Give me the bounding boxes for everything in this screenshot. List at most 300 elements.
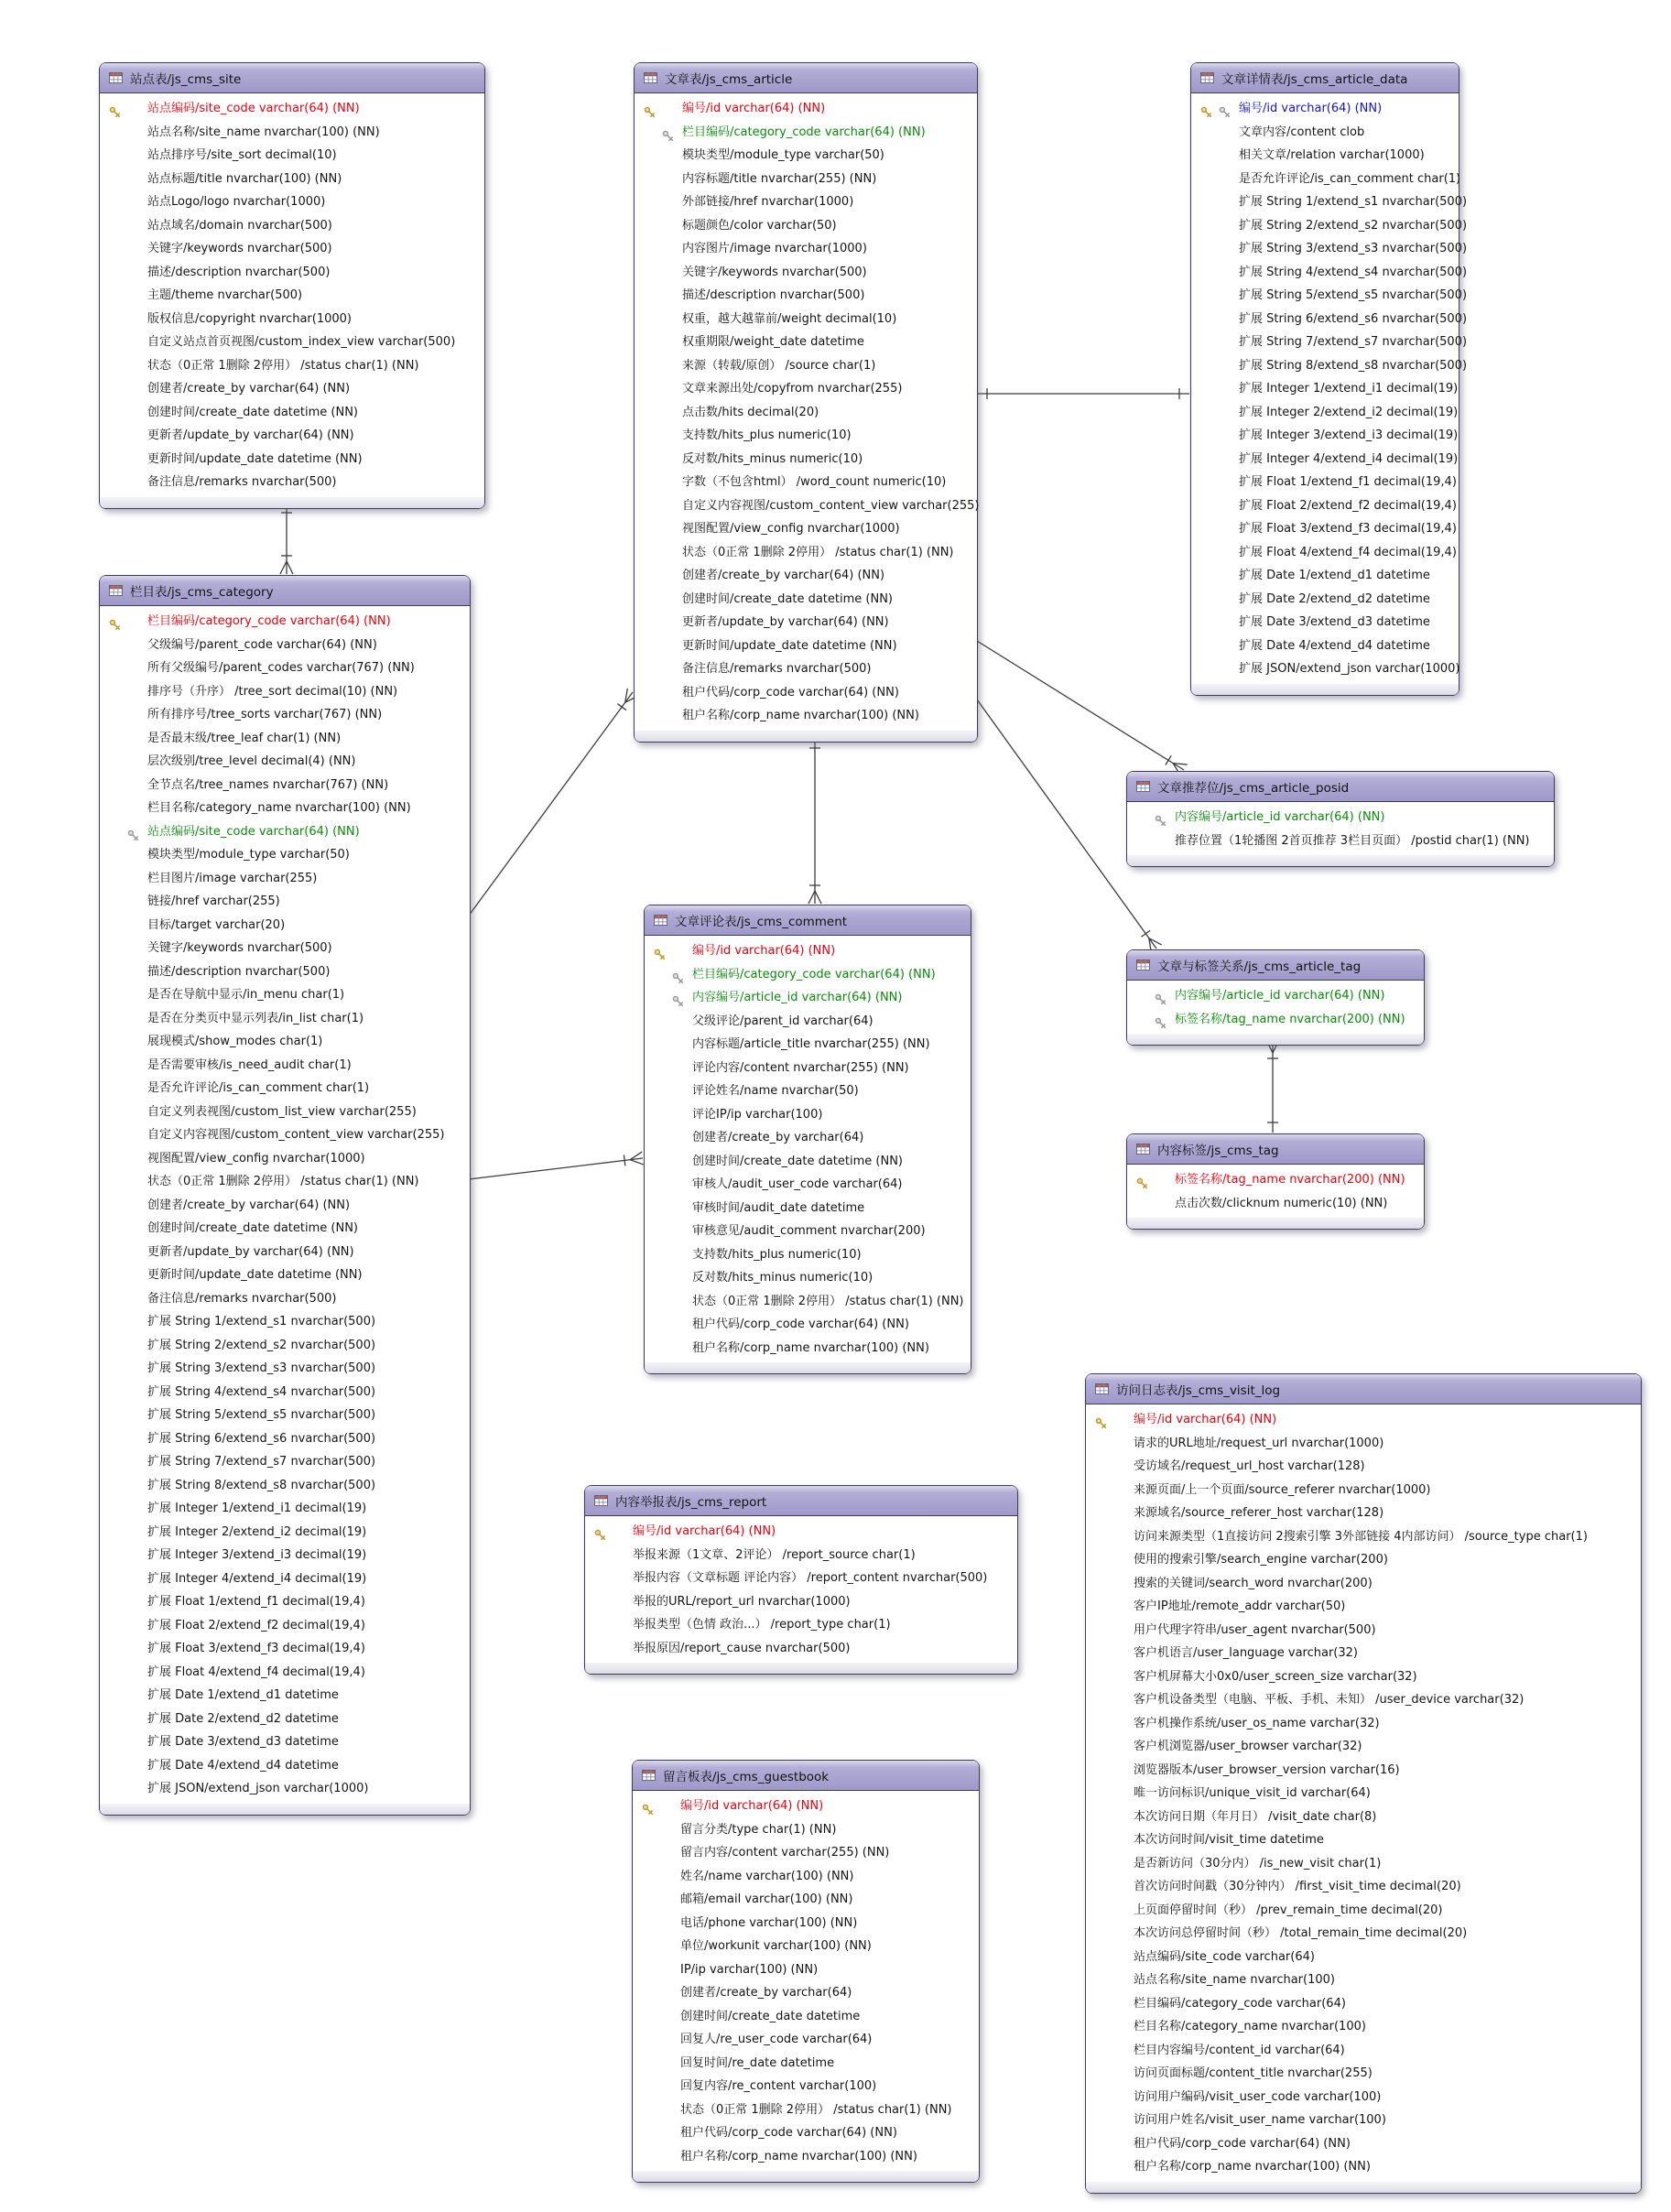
field-row [100, 1427, 470, 1451]
field-label: 客户IP地址/remote_addr varchar(50) [1134, 1599, 1346, 1613]
field-label: 客户机设备类型（电脑、平板、手机、未知） /user_device varchar(32) [1134, 1693, 1525, 1707]
field-label: 标签名称/tag_name nvarchar(200) (NN) [1175, 1012, 1405, 1026]
field-label: 扩展 Float 4/extend_f4 decimal(19,4) [147, 1664, 365, 1679]
field-row [100, 144, 484, 168]
field-row [100, 937, 470, 960]
field-label: 自定义站点首页视图/custom_index_view varchar(500) [147, 335, 456, 349]
field-row [100, 471, 484, 494]
field-row [635, 144, 977, 168]
field-row [1086, 1408, 1641, 1432]
field-label: 访问用户编码/visit_user_code varchar(100) [1134, 2089, 1382, 2104]
field-label: 扩展 Float 1/extend_f1 decimal(19,4) [1239, 475, 1457, 489]
field-label: 是否允许评论/is_can_comment char(1) [147, 1081, 370, 1095]
field-label: 是否允许评论/is_can_comment char(1) [1239, 171, 1461, 186]
field-label: 扩展 Date 2/extend_d2 datetime [1239, 591, 1430, 606]
field-label: 关键字/keywords nvarchar(500) [682, 265, 867, 279]
entity-footer [1086, 2182, 1641, 2193]
entity-footer [1127, 1034, 1424, 1045]
field-row [1191, 261, 1468, 285]
entity-js_cms_article[interactable] [634, 62, 978, 743]
field-label: 内容标题/title nvarchar(255) (NN) [682, 171, 877, 186]
field-label: 扩展 Date 1/extend_d1 datetime [147, 1688, 339, 1702]
field-label: 支持数/hits_plus numeric(10) [682, 428, 852, 442]
field-row [1086, 2155, 1641, 2179]
field-label: 是否最末级/tree_leaf char(1) (NN) [147, 731, 342, 745]
field-row [585, 1590, 1017, 1614]
field-label: 扩展 String 3/extend_s3 nvarchar(500) [1239, 242, 1468, 255]
field-row [645, 1197, 971, 1220]
field-label: 内容图片/image nvarchar(1000) [682, 242, 867, 255]
field-label: 父级评论/parent_id varchar(64) [692, 1014, 873, 1028]
field-row [635, 657, 977, 681]
field-label: 点击次数/clicknum numeric(10) (NN) [1175, 1196, 1388, 1210]
table-icon [642, 1770, 656, 1781]
field-label: 内容编号/article_id varchar(64) (NN) [692, 991, 903, 1004]
entity-js_cms_article_posid[interactable] [1126, 771, 1555, 867]
field-row [1191, 494, 1459, 518]
field-label: 全节点名/tree_names nvarchar(767) (NN) [147, 777, 389, 792]
field-label: 更新时间/update_date datetime (NN) [147, 451, 363, 466]
field-label: 扩展 String 3/extend_s3 nvarchar(500) [147, 1361, 376, 1375]
field-label: 审核人/audit_user_code varchar(64) [692, 1177, 903, 1191]
field-row [645, 1033, 971, 1057]
field-row [635, 168, 977, 191]
field-row [100, 1334, 470, 1358]
field-row [645, 1103, 971, 1127]
field-label: 举报的URL/report_url nvarchar(1000) [633, 1594, 851, 1609]
field-row [100, 1007, 470, 1031]
field-label: 访问用户姓名/visit_user_name varchar(100) [1134, 2113, 1386, 2127]
field-row [1086, 1455, 1641, 1479]
entity-header [1086, 1374, 1641, 1404]
field-row [100, 1730, 470, 1754]
field-row [633, 1818, 979, 1842]
field-label: 站点标题/title nvarchar(100) (NN) [147, 171, 342, 186]
field-label: 栏目内容编号/content_id varchar(64) [1134, 2043, 1345, 2057]
field-label: 是否在分类页中显示列表/in_list char(1) [147, 1011, 364, 1025]
field-label: 扩展 Integer 4/extend_i4 decimal(19) [1239, 451, 1459, 466]
field-row [1191, 190, 1468, 214]
field-label: 反对数/hits_minus numeric(10) [692, 1271, 873, 1285]
field-label: 举报内容（文章标题 评论内容） /report_content nvarchar(500) [633, 1571, 988, 1585]
field-row [100, 448, 484, 472]
field-row [635, 190, 977, 214]
field-row [100, 1077, 470, 1101]
field-row [1191, 214, 1468, 238]
entity-js_cms_article_tag[interactable] [1126, 949, 1425, 1046]
field-label: 推荐位置（1轮播图 2首页推荐 3栏目页面） /postid char(1) (NN) [1175, 833, 1530, 848]
field-label: 备注信息/remarks nvarchar(500) [682, 662, 872, 676]
field-row [100, 983, 470, 1007]
entity-js_cms_comment[interactable] [644, 905, 971, 1374]
entity-fields [635, 93, 980, 728]
entity-footer [1191, 684, 1459, 695]
field-label: 更新时间/update_date datetime (NN) [682, 638, 897, 653]
field-row [1086, 1899, 1641, 1923]
field-row [635, 97, 977, 121]
field-row [1191, 634, 1459, 658]
entity-title: 文章评论表/js_cms_comment [675, 915, 848, 929]
field-row [100, 867, 470, 891]
field-row [100, 1521, 470, 1545]
field-row [1086, 1946, 1641, 1969]
field-label: 更新者/update_by varchar(64) (NN) [147, 1244, 354, 1259]
entity-header [1127, 772, 1554, 802]
table-icon [654, 915, 667, 926]
field-row [1086, 1665, 1641, 1689]
field-row [100, 1054, 470, 1078]
field-label: 视图配置/view_config nvarchar(1000) [682, 522, 900, 536]
field-row [635, 517, 977, 541]
field-label: 站点编码/site_code varchar(64) (NN) [147, 102, 360, 115]
field-label: 外部链接/href nvarchar(1000) [682, 195, 854, 209]
field-label: 评论IP/ip varchar(100) [692, 1107, 823, 1122]
field-label: 姓名/name varchar(100) (NN) [680, 1869, 854, 1883]
entity-title: 留言板表/js_cms_guestbook [663, 1770, 830, 1784]
field-label: 相关文章/relation varchar(1000) [1239, 148, 1425, 162]
field-row [1086, 1525, 1641, 1549]
field-row [633, 2121, 979, 2145]
field-row [1127, 830, 1554, 853]
entity-title: 文章与标签关系/js_cms_article_tag [1157, 960, 1362, 974]
table-icon [1095, 1383, 1109, 1394]
field-row [1086, 2086, 1641, 2109]
field-label: 扩展 Date 2/extend_d2 datetime [147, 1711, 339, 1726]
primary-key-icon [1136, 1173, 1149, 1186]
field-label: 编号/id varchar(64) (NN) [633, 1524, 776, 1538]
field-row [1191, 97, 1459, 121]
field-row [100, 1708, 470, 1731]
field-label: 内容编号/article_id varchar(64) (NN) [1175, 810, 1385, 824]
field-row [635, 261, 977, 285]
field-row [645, 1173, 971, 1197]
field-row [100, 1614, 470, 1638]
field-label: 审核时间/audit_date datetime [692, 1200, 865, 1215]
field-row [100, 1170, 470, 1194]
field-row [1127, 984, 1424, 1008]
field-row [100, 214, 484, 238]
field-label: IP/ip varchar(100) (NN) [680, 1962, 819, 1977]
entity-header [1127, 950, 1424, 981]
field-label: 扩展 Date 3/extend_d3 datetime [1239, 615, 1430, 629]
field-row [100, 308, 484, 331]
field-row [645, 1266, 971, 1290]
field-row [633, 1795, 979, 1818]
field-row [1086, 1852, 1641, 1876]
field-label: 标题颜色/color varchar(50) [682, 218, 837, 233]
field-row [100, 168, 484, 191]
field-row [1191, 168, 1459, 191]
entity-fields [633, 1791, 979, 2168]
field-row [100, 377, 484, 401]
field-label: 权重，越大越靠前/weight decimal(10) [682, 311, 897, 326]
field-label: 编号/id varchar(64) (NN) [680, 1799, 824, 1813]
table-icon [594, 1495, 608, 1506]
field-row [633, 2075, 979, 2098]
foreign-key-icon [672, 968, 685, 981]
primary-key-icon [644, 102, 656, 114]
field-row [100, 237, 484, 261]
entity-header [100, 576, 470, 606]
field-row [1086, 1479, 1641, 1502]
field-row [633, 1981, 979, 2005]
field-row [645, 1313, 971, 1337]
field-row [100, 820, 470, 844]
field-label: 关键字/keywords nvarchar(500) [147, 941, 332, 955]
field-row [1086, 1992, 1641, 2016]
entity-fields [645, 936, 971, 1360]
entity-header [1127, 1134, 1424, 1165]
field-label: 扩展 String 7/extend_s7 nvarchar(500) [147, 1455, 376, 1469]
field-row [100, 1123, 470, 1147]
field-row [100, 634, 470, 657]
field-label: 创建时间/create_date datetime [680, 2009, 861, 2023]
field-label: 扩展 Date 4/extend_d4 datetime [1239, 638, 1430, 653]
entity-js_cms_report[interactable] [584, 1485, 1018, 1675]
field-row [1191, 471, 1459, 494]
primary-key-icon [1200, 102, 1213, 114]
field-row [635, 704, 977, 728]
field-row [100, 703, 470, 727]
field-label: 描述/description nvarchar(500) [682, 288, 865, 302]
entity-js_cms_tag[interactable] [1126, 1133, 1425, 1230]
entity-title: 内容举报表/js_cms_report [615, 1495, 767, 1510]
field-label: 创建时间/create_date datetime (NN) [692, 1154, 904, 1168]
field-label: 站点名称/site_name nvarchar(100) [1134, 1973, 1335, 1987]
field-label: 栏目编码/category_code varchar(64) (NN) [682, 125, 926, 139]
field-row [645, 1057, 971, 1080]
field-row [100, 1030, 470, 1054]
field-label: 留言分类/type char(1) (NN) [680, 1822, 837, 1837]
field-label: 客户机语言/user_language varchar(32) [1134, 1646, 1358, 1660]
field-label: 视图配置/view_config nvarchar(1000) [147, 1151, 365, 1166]
field-row [645, 1337, 971, 1361]
field-label: 扩展 Integer 3/extend_i3 decimal(19) [147, 1548, 367, 1562]
field-row [100, 1450, 470, 1474]
field-label: 来源域名/source_referer_host varchar(128) [1134, 1506, 1384, 1520]
field-row [1086, 1572, 1641, 1596]
field-row [1086, 1735, 1641, 1759]
field-row [1191, 588, 1459, 612]
entity-js_cms_article_data[interactable] [1190, 62, 1468, 696]
field-row [633, 1958, 979, 1982]
entity-title: 文章推荐位/js_cms_article_posid [1157, 781, 1350, 796]
entity-fields [1191, 93, 1468, 681]
field-label: 租户名称/corp_name nvarchar(100) (NN) [692, 1340, 929, 1355]
table-icon [1200, 72, 1214, 83]
field-row [635, 308, 977, 331]
field-label: 站点编码/site_code varchar(64) [1134, 1949, 1315, 1964]
entity-js_cms_category[interactable] [99, 575, 471, 1816]
field-label: 审核意见/audit_comment nvarchar(200) [692, 1224, 926, 1238]
entity-footer [1127, 1218, 1424, 1229]
field-label: 更新者/update_by varchar(64) (NN) [682, 615, 889, 629]
field-row [100, 1590, 470, 1614]
foreign-key-icon [672, 991, 685, 1003]
field-row [645, 1220, 971, 1243]
field-label: 排序号（升序） /tree_sort decimal(10) (NN) [147, 684, 398, 699]
field-row [1086, 1712, 1641, 1736]
field-label: 评论姓名/name nvarchar(50) [692, 1084, 859, 1098]
field-row [1191, 424, 1459, 448]
field-label: 使用的搜索引擎/search_engine varchar(200) [1134, 1553, 1388, 1567]
field-row [100, 1637, 470, 1661]
field-label: 点击数/hits decimal(20) [682, 405, 819, 419]
field-row [633, 1912, 979, 1936]
field-label: 扩展 String 4/extend_s4 nvarchar(500) [1239, 265, 1468, 279]
field-row [100, 1777, 470, 1801]
field-row [100, 914, 470, 938]
field-row [1127, 806, 1554, 830]
field-row [100, 1263, 470, 1287]
primary-key-icon [594, 1524, 607, 1537]
foreign-key-icon [1155, 989, 1167, 1002]
entity-header [645, 905, 971, 936]
field-row [100, 261, 484, 285]
field-label: 是否在导航中显示/in_menu char(1) [147, 988, 345, 1002]
field-label: 反对数/hits_minus numeric(10) [682, 451, 863, 466]
field-label: 创建时间/create_date datetime (NN) [147, 405, 359, 419]
entity-fields [1127, 802, 1554, 852]
entity-title: 访问日志表/js_cms_visit_log [1116, 1383, 1281, 1398]
field-row [100, 610, 470, 634]
field-label: 扩展 String 5/extend_s5 nvarchar(500) [1239, 288, 1468, 302]
field-row [585, 1637, 1017, 1661]
field-row [1086, 1642, 1641, 1665]
field-row [645, 986, 971, 1010]
field-label: 扩展 Date 3/extend_d3 datetime [147, 1735, 339, 1749]
field-row [635, 331, 977, 354]
field-row [645, 1079, 971, 1103]
field-row [1086, 1805, 1641, 1829]
field-label: 扩展 Integer 3/extend_i3 decimal(19) [1239, 428, 1459, 442]
field-label: 目标/target varchar(20) [147, 917, 286, 932]
field-row [635, 634, 977, 658]
field-row [635, 377, 977, 401]
field-label: 扩展 JSON/extend_json varchar(1000) [147, 1782, 369, 1795]
field-label: 租户代码/corp_code varchar(64) (NN) [682, 685, 899, 699]
field-row [1191, 121, 1459, 145]
field-label: 租户代码/corp_code varchar(64) (NN) [1134, 2136, 1351, 2151]
field-row [635, 284, 977, 308]
primary-key-icon [654, 944, 667, 957]
field-row [1086, 1922, 1641, 1946]
foreign-key-icon [127, 825, 140, 838]
field-row [1191, 517, 1459, 541]
entity-header [635, 63, 977, 93]
field-label: 模块类型/module_type varchar(50) [147, 848, 350, 862]
field-label: 回复人/re_user_code varchar(64) [680, 2033, 873, 2046]
field-row [585, 1544, 1017, 1567]
field-row [100, 97, 484, 121]
field-label: 状态（0正常 1删除 2停用） /status char(1) (NN) [147, 1175, 419, 1188]
field-row [1086, 2132, 1641, 2156]
field-row [635, 401, 977, 425]
field-label: 站点域名/domain nvarchar(500) [147, 218, 332, 233]
field-row [1086, 2062, 1641, 2086]
field-row [635, 494, 980, 518]
field-label: 扩展 String 8/extend_s8 nvarchar(500) [1239, 358, 1468, 373]
field-row [1086, 2109, 1641, 2132]
field-row [635, 214, 977, 238]
field-row [635, 237, 977, 261]
field-row [100, 1310, 470, 1334]
field-label: 父级编号/parent_code varchar(64) (NN) [147, 637, 377, 652]
entity-fields [1086, 1404, 1641, 2179]
field-row [645, 939, 971, 963]
field-label: 编号/id varchar(64) (NN) [682, 102, 826, 115]
field-label: 状态（0正常 1删除 2停用） /status char(1) (NN) [680, 2102, 952, 2117]
field-row [635, 564, 977, 588]
field-row [1191, 401, 1459, 425]
field-row [100, 121, 484, 145]
field-row [100, 331, 484, 354]
field-row [635, 611, 977, 634]
field-label: 浏览器版本/user_browser_version varchar(16) [1134, 1762, 1400, 1777]
field-label: 内容编号/article_id varchar(64) (NN) [1175, 989, 1385, 1003]
field-label: 创建者/create_by varchar(64) [680, 1986, 852, 2000]
field-label: 租户代码/corp_code varchar(64) (NN) [680, 2126, 897, 2140]
field-row [1127, 1008, 1424, 1032]
entity-js_cms_site[interactable] [99, 62, 485, 509]
field-label: 受访域名/request_url_host varchar(128) [1134, 1459, 1365, 1473]
field-label: 描述/description nvarchar(500) [147, 265, 331, 279]
field-row [100, 1241, 470, 1264]
field-label: 访问来源类型（1直接访问 2搜索引擎 3外部链接 4内部访问） /source_type char(1) [1134, 1529, 1588, 1544]
entity-fields [100, 606, 470, 1801]
field-label: 备注信息/remarks nvarchar(500) [147, 475, 337, 489]
table-icon [1136, 960, 1150, 970]
field-row [1191, 284, 1468, 308]
field-row [1086, 1595, 1641, 1619]
field-row [633, 1865, 979, 1889]
field-label: 关键字/keywords nvarchar(500) [147, 242, 332, 255]
field-label: 创建者/create_by varchar(64) (NN) [147, 382, 351, 396]
field-label: 扩展 String 2/extend_s2 nvarchar(500) [1239, 218, 1468, 233]
entity-js_cms_guestbook[interactable] [632, 1760, 980, 2183]
field-label: 扩展 String 2/extend_s2 nvarchar(500) [147, 1338, 376, 1352]
field-row [1191, 237, 1468, 261]
field-label: 搜索的关键词/search_word nvarchar(200) [1134, 1576, 1373, 1590]
field-row [1086, 2015, 1641, 2039]
entity-footer [100, 497, 484, 508]
field-row [1086, 1502, 1641, 1525]
field-row [100, 656, 470, 680]
field-row [100, 774, 470, 797]
field-label: 状态（0正常 1删除 2停用） /status char(1) (NN) [682, 545, 954, 559]
field-row [1086, 1619, 1641, 1643]
field-row [100, 354, 484, 378]
field-row [1191, 564, 1459, 588]
field-label: 本次访问时间/visit_time datetime [1134, 1833, 1324, 1847]
field-row [100, 424, 484, 448]
field-row [1191, 657, 1459, 681]
field-row [100, 1754, 470, 1778]
entity-footer [635, 731, 977, 742]
field-label: 支持数/hits_plus numeric(10) [692, 1247, 862, 1262]
field-row [1086, 1548, 1641, 1572]
field-label: 自定义列表视图/custom_list_view varchar(255) [147, 1104, 417, 1119]
field-row [1191, 448, 1459, 472]
field-row [100, 190, 484, 214]
field-label: 租户代码/corp_code varchar(64) (NN) [692, 1317, 909, 1331]
entity-js_cms_visit_log[interactable] [1085, 1373, 1642, 2194]
field-row [100, 843, 470, 867]
field-row [1086, 1432, 1641, 1456]
field-label: 扩展 Date 1/extend_d1 datetime [1239, 569, 1430, 582]
field-label: 扩展 Float 1/extend_f1 decimal(19,4) [147, 1595, 365, 1609]
field-row [100, 890, 470, 914]
